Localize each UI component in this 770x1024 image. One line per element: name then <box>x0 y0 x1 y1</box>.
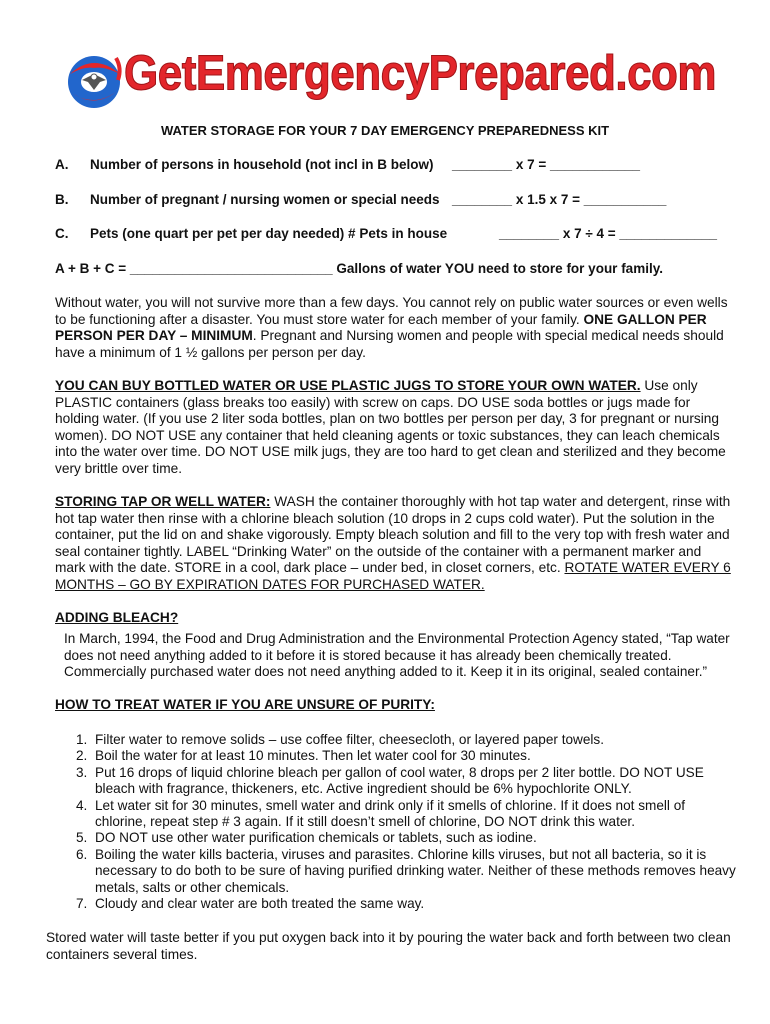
row-question: Pets (one quart per pet per day needed) # Pets in house <box>90 226 448 241</box>
bottled-text: Use only PLASTIC containers (glass breaks too easily) with screw on caps. DO USE soda bottles or jugs made for holding water. (If you use 2 liter soda bottles, plan on two bottles per person per day, 3 for pregnant or nursing women). DO NOT USE any container that held cleaning agents or toxic substances, they can leach chemicals into the water over time. DO NOT USE milk jugs, they are too hard to get clean and sterilized and they become very brittle over time. <box>55 378 726 476</box>
step-number: 2. <box>76 748 88 764</box>
row-formula: ________ x 7 = ____________ <box>452 157 641 172</box>
list-item <box>76 748 736 764</box>
step-text: Filter water to remove solids – use coffee filter, cheesecloth, or layered paper towels. <box>95 732 605 747</box>
page-title: WATER STORAGE FOR YOUR 7 DAY EMERGENCY PREPAREDNESS KIT <box>160 123 610 138</box>
list-item <box>76 847 736 896</box>
bleach-heading-block <box>55 610 735 627</box>
total-row <box>55 261 663 276</box>
step-number: 1. <box>76 732 88 747</box>
bottled-water-section <box>55 378 735 478</box>
intro-emphasis: ONE GALLON PER PERSON PER DAY – MINIMUM <box>55 311 707 344</box>
step-text: Boil the water for at least 10 minutes. Then let water cool for 30 minutes. <box>95 748 531 764</box>
row-formula: ________ x 7 ÷ 4 = _____________ <box>499 226 717 241</box>
total-text: Gallons of water YOU need to store for your family. <box>336 261 663 276</box>
step-number: 3. <box>76 764 88 780</box>
treat-heading: HOW TO TREAT WATER IF YOU ARE UNSURE OF PURITY: <box>55 697 435 712</box>
intro-text-2: . Pregnant and Nursing women and people with special medical needs should have a minimum of 1 ½ gallons per person per day. <box>55 328 724 360</box>
step-text: Put 16 drops of liquid chlorine bleach per gallon of cool water, 8 drops per 2 liter bottle. DO NOT USE bleach with fragrance, thickeners, etc. Active ingredient should be 6% hypochlorite ONLY. <box>95 764 704 797</box>
step-number: 6. <box>76 846 88 862</box>
row-formula: ________ x 1.5 x 7 = ___________ <box>452 192 667 207</box>
tap-heading: STORING TAP OR WELL WATER: <box>55 494 271 509</box>
eagle-globe-icon <box>64 44 126 116</box>
total-formula: A + B + C = ___________________________ <box>55 261 333 276</box>
step-text: Let water sit for 30 minutes, smell water and drink only if it smells of chlorine. If it does not smell of chlorine, repeat step # 3 again. If it still doesn’t smell of chlorine, DO NOT drink this water. <box>95 797 686 830</box>
tap-water-section <box>55 494 735 594</box>
bottled-heading: YOU CAN BUY BOTTLED WATER OR USE PLASTIC JUGS TO STORE YOUR OWN WATER. <box>55 378 641 393</box>
row-question: Number of persons in household (not incl in B below) <box>90 157 434 172</box>
step-text: DO NOT use other water purification chemicals or tablets, such as iodine. <box>95 830 537 846</box>
list-item <box>76 896 736 912</box>
bleach-quote: In March, 1994, the Food and Drug Administration and the Environmental Protection Agency stated, “Tap water does not need anything added to it before it is stored because it has already been chemically treated. Commercially purchased water does not need anything added to it. Keep it in its original, sealed container.” <box>64 631 730 680</box>
closing-paragraph: Stored water will taste better if you put oxygen back into it by pouring the water back and forth between two clean containers several times. <box>46 930 731 962</box>
list-item <box>76 798 736 831</box>
rotate-notice: ROTATE WATER EVERY 6 MONTHS – GO BY EXPIRATION DATES FOR PURCHASED WATER. <box>55 560 731 592</box>
treat-steps-list <box>76 732 736 912</box>
step-number: 4. <box>76 797 88 813</box>
site-logo <box>64 44 724 116</box>
step-text: Boiling the water kills bacteria, viruses and parasites. Chlorine kills viruses, but not all bacteria, so it is necessary to do both to be sure of having purified drinking water. Neither of these methods removes heavy metals, salts or other chemicals. <box>95 846 736 895</box>
row-label: B. <box>55 192 69 207</box>
logo-wordmark[interactable]: GetEmergencyPrepared.com <box>124 46 717 101</box>
row-label: C. <box>55 226 69 241</box>
intro-text: Without water, you will not survive more than a few days. You cannot rely on public water sources or even wells to be functioning after a disaster. You must store water for each member of your family. <box>55 295 728 327</box>
row-question: Number of pregnant / nursing women or special needs <box>90 192 440 207</box>
row-label: A. <box>55 157 69 172</box>
row-c <box>55 226 735 244</box>
treat-heading-block <box>55 697 735 714</box>
list-item <box>76 765 736 798</box>
bleach-heading: ADDING BLEACH? <box>55 610 179 625</box>
list-item <box>76 830 736 846</box>
row-b <box>55 192 735 210</box>
intro-paragraph <box>55 295 735 361</box>
step-text: Cloudy and clear water are both treated the same way. <box>95 896 425 912</box>
list-item <box>76 732 736 748</box>
row-a <box>55 157 735 175</box>
step-number: 5. <box>76 830 88 846</box>
step-number: 7. <box>76 896 88 912</box>
tap-text: WASH the container thoroughly with hot tap water and detergent, rinse with hot tap water then rinse with a chlorine bleach solution (10 drops in 2 cups cold water). Put the solution in the container, put the lid on and shake vigorously. Empty bleach solution and fill to the very top with fresh water and seal container tightly. LABEL “Drinking Water” on the outside of the container with a permanent marker and mark with the date. STORE in a cool, dark place – under bed, in closet corners, etc. <box>55 494 731 576</box>
